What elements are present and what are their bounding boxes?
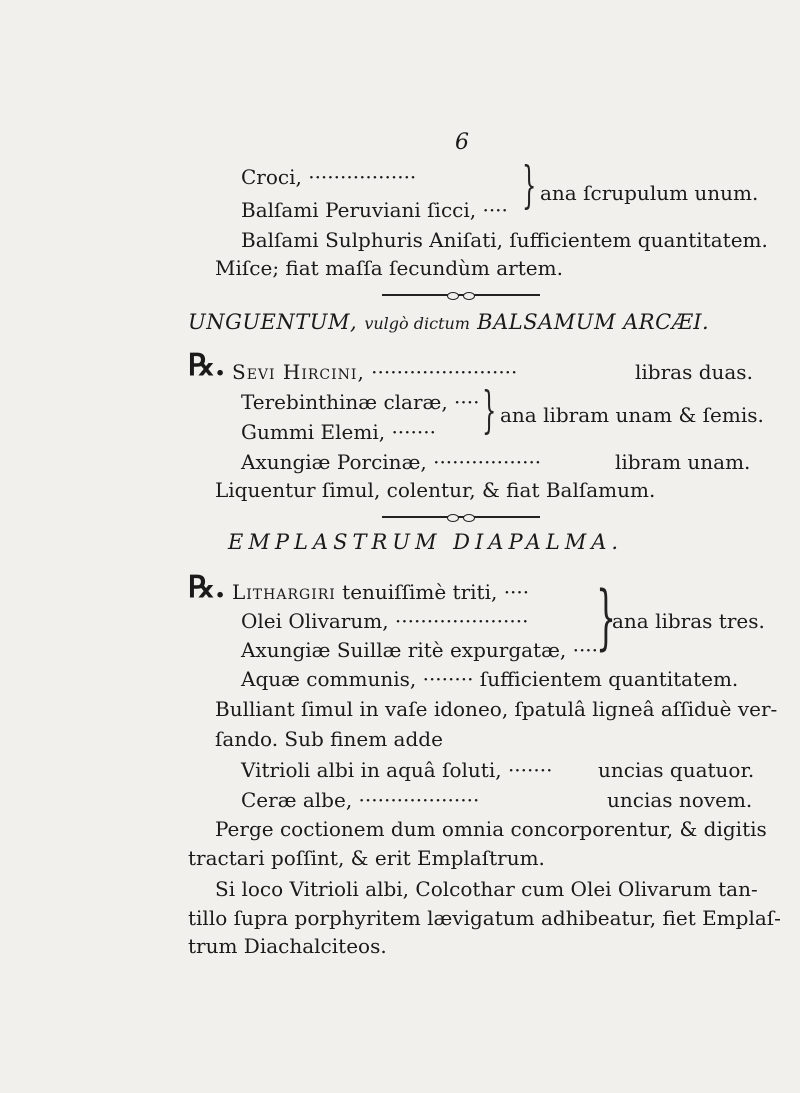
ornamental-rule-2 <box>382 512 540 522</box>
sevi-quantity: libras duas. <box>635 360 753 384</box>
unguentum-subtitle: vulgò dictum <box>364 314 470 333</box>
lithargiri-rest: tenuiſſimè triti, ···· <box>342 580 530 604</box>
line-axungiae-porcinae: Axungiæ Porcinæ, ················· <box>241 450 542 474</box>
sevi-dots: ······················· <box>371 360 518 384</box>
brace-label-3: ana libras tres. <box>612 609 765 633</box>
brace: } <box>482 381 497 439</box>
recipe-symbol-1: ℞. <box>188 348 226 383</box>
brace: } <box>596 576 617 658</box>
recipe-symbol-2: ℞. <box>188 570 226 605</box>
brace-label-1: ana ſcrupulum unum. <box>540 181 759 205</box>
line-misce: Miſce; fiat maſſa ſecundùm artem. <box>215 256 563 280</box>
sevi-name: Sevi Hircini, <box>232 360 365 384</box>
unguentum-title: UNGUENTUM, <box>188 310 358 334</box>
line-sevi <box>232 360 517 384</box>
line-aquae: Aquæ communis, ········ ſufficientem quantitatem. <box>241 667 739 691</box>
unguentum-title-end: BALSAMUM ARCÆI. <box>477 310 710 334</box>
brace: } <box>522 156 537 214</box>
line-perge-2: tractari poſſint, & erit Emplaſtrum. <box>188 846 545 870</box>
line-balsami-peruviani: Balſami Peruviani ſicci, ···· <box>241 198 508 222</box>
line-si-3: trum Diachalciteos. <box>188 934 387 958</box>
line-terebinthinae: Terebinthinæ claræ, ···· <box>241 390 480 414</box>
lithargiri-name: Lithargiri <box>232 580 336 604</box>
line-croci: Croci, ················· <box>241 165 417 189</box>
brace-label-2: ana libram unam & ſemis. <box>500 403 764 427</box>
line-lithargiri <box>232 580 529 604</box>
page-number: 6 <box>455 130 469 155</box>
line-axungiae-suillae: Axungiæ Suillæ ritè expurgatæ, ···· <box>241 638 599 662</box>
ornamental-rule-1 <box>382 290 540 300</box>
line-si-2: tillo ſupra porphyritem lævigatum adhibeatur, fiet Emplaſ- <box>188 906 781 930</box>
line-balsami-sulphuris: Balſami Sulphuris Aniſati, ſufficientem quantitatem. <box>241 228 768 252</box>
line-bulliant-2: ſando. Sub finem adde <box>215 727 443 751</box>
line-cerae: Ceræ albe, ··················· <box>241 788 480 812</box>
axungiae-quantity: libram unam. <box>615 450 751 474</box>
line-bulliant-1: Bulliant ſimul in vaſe idoneo, ſpatulâ ligneâ aſſiduè ver- <box>215 697 778 721</box>
line-liquentur: Liquentur ſimul, colentur, & fiat Balſamum. <box>215 478 656 502</box>
line-vitrioli: Vitrioli albi in aquâ ſoluti, ······· <box>241 758 553 782</box>
vitrioli-quantity: uncias quatuor. <box>598 758 755 782</box>
line-si-1: Si loco Vitrioli albi, Colcothar cum Olei Olivarum tan- <box>215 877 758 901</box>
unguentum-heading <box>188 310 709 334</box>
line-olei: Olei Olivarum, ····················· <box>241 609 529 633</box>
line-gummi: Gummi Elemi, ······· <box>241 420 436 444</box>
line-perge-1: Perge coctionem dum omnia concorporentur, & digitis <box>215 817 767 841</box>
cerae-quantity: uncias novem. <box>607 788 753 812</box>
emplastrum-heading: EMPLASTRUM DIAPALMA. <box>228 530 624 554</box>
